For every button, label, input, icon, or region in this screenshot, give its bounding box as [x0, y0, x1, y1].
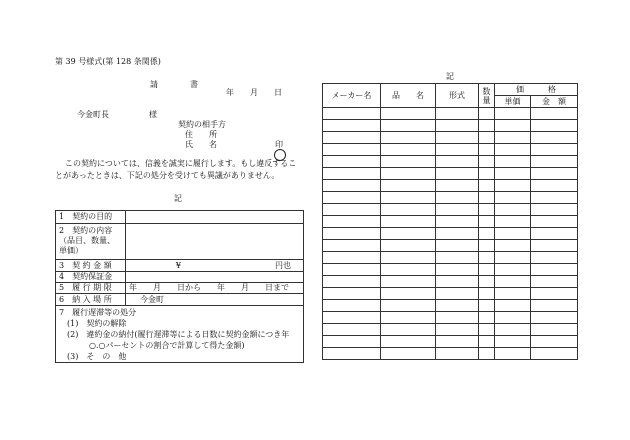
- table-row: [323, 348, 578, 360]
- document-title: 請 書: [150, 80, 200, 89]
- table-cell: [436, 144, 479, 156]
- table-cell: [323, 192, 381, 204]
- table-cell: [323, 228, 381, 240]
- table-cell: [323, 156, 381, 168]
- row-amount-value: [126, 260, 304, 272]
- table-cell: [495, 312, 531, 324]
- table-cell: [495, 264, 531, 276]
- table-cell: [495, 216, 531, 228]
- row-location-label: 6 納 入 場 所: [56, 294, 126, 306]
- table-cell: [495, 132, 531, 144]
- ki-left: 記: [174, 194, 182, 203]
- table-cell: [436, 108, 479, 120]
- table-cell: [436, 324, 479, 336]
- table-cell: [381, 228, 436, 240]
- table-cell: [479, 204, 495, 216]
- table-cell: [436, 204, 479, 216]
- table-cell: [436, 240, 479, 252]
- table-cell: [381, 312, 436, 324]
- col-maker-header: メーカー名: [323, 84, 381, 108]
- table-cell: [479, 108, 495, 120]
- table-row: [323, 168, 578, 180]
- table-cell: [436, 264, 479, 276]
- counterparty-label: 契約の相手方: [178, 120, 226, 129]
- table-cell: [323, 216, 381, 228]
- row-content-label: 2 契約の内容（品目、数量、単価）: [56, 224, 126, 260]
- table-cell: [381, 132, 436, 144]
- table-cell: [479, 120, 495, 132]
- table-cell: [479, 144, 495, 156]
- penalty-title: 7 履行遅滞等の処分: [59, 308, 137, 317]
- table-cell: [495, 252, 531, 264]
- table-cell: [495, 300, 531, 312]
- table-cell: [479, 312, 495, 324]
- table-cell: [479, 288, 495, 300]
- yen-suffix: 円也: [275, 260, 291, 270]
- table-cell: [381, 192, 436, 204]
- table-cell: [323, 348, 381, 360]
- table-cell: [436, 156, 479, 168]
- table-cell: [381, 324, 436, 336]
- table-cell: [531, 192, 578, 204]
- form-number: 第 39 号様式(第 128 条関係): [55, 57, 161, 66]
- col-unit-header: 単価: [495, 96, 531, 108]
- table-cell: [381, 252, 436, 264]
- row-deposit-value: [126, 272, 304, 283]
- penalty-item-2-cont: ○.○パーセントの割合で計算して得た金額): [89, 341, 245, 350]
- table-cell: [479, 168, 495, 180]
- table-cell: [495, 336, 531, 348]
- row-amount-label: 3 契 約 金 額: [56, 260, 126, 272]
- table-cell: [495, 108, 531, 120]
- table-cell: [479, 132, 495, 144]
- table-cell: [479, 300, 495, 312]
- col-name-header: 品 名: [381, 84, 436, 108]
- table-row: [323, 216, 578, 228]
- table-cell: [531, 132, 578, 144]
- table-cell: [531, 264, 578, 276]
- table-cell: [531, 180, 578, 192]
- table-cell: [436, 336, 479, 348]
- table-cell: [495, 156, 531, 168]
- table-cell: [479, 252, 495, 264]
- table-cell: [531, 228, 578, 240]
- penalty-item-2: (2) 違約金の納付(履行遅滞等による日数に契約金額につき年: [67, 330, 290, 339]
- table-cell: [381, 348, 436, 360]
- table-row: [323, 300, 578, 312]
- table-cell: [531, 216, 578, 228]
- table-cell: [381, 276, 436, 288]
- table-cell: [479, 348, 495, 360]
- table-cell: [436, 180, 479, 192]
- yen-sign: ¥: [175, 260, 181, 270]
- table-cell: [381, 288, 436, 300]
- table-cell: [323, 252, 381, 264]
- table-row: [323, 324, 578, 336]
- col-form-header: 形式: [436, 84, 479, 108]
- table-cell: [436, 348, 479, 360]
- table-cell: [381, 204, 436, 216]
- table-cell: [381, 156, 436, 168]
- table-cell: [323, 144, 381, 156]
- table-cell: [381, 168, 436, 180]
- table-cell: [531, 348, 578, 360]
- table-cell: [323, 324, 381, 336]
- table-cell: [323, 300, 381, 312]
- date-line: 年 月 日: [226, 88, 282, 97]
- table-cell: [531, 336, 578, 348]
- row-deadline-label: 5 履 行 期 限: [56, 283, 126, 294]
- row-content-value: [126, 224, 304, 260]
- table-cell: [479, 228, 495, 240]
- table-row: [323, 132, 578, 144]
- table-cell: [531, 276, 578, 288]
- table-cell: [323, 276, 381, 288]
- table-row: [323, 108, 578, 120]
- table-row: [323, 144, 578, 156]
- table-cell: [495, 120, 531, 132]
- table-cell: [381, 180, 436, 192]
- table-cell: [531, 300, 578, 312]
- table-cell: [495, 168, 531, 180]
- table-cell: [479, 180, 495, 192]
- row-deadline-value: 年 月 日から 年 月 日まで: [126, 283, 304, 294]
- col-price-header: 価 格: [495, 84, 578, 96]
- row-location-value: 今金町: [126, 294, 304, 306]
- table-cell: [381, 240, 436, 252]
- table-cell: [479, 336, 495, 348]
- table-row: [323, 312, 578, 324]
- table-cell: [531, 168, 578, 180]
- table-row: [323, 240, 578, 252]
- penalty-item-3: (3) そ の 他: [67, 352, 127, 361]
- table-cell: [531, 252, 578, 264]
- table-cell: [479, 264, 495, 276]
- table-cell: [381, 120, 436, 132]
- table-row: [323, 228, 578, 240]
- table-row: [323, 120, 578, 132]
- table-cell: [495, 144, 531, 156]
- table-cell: [531, 144, 578, 156]
- table-row: [323, 192, 578, 204]
- table-cell: [436, 288, 479, 300]
- table-cell: [479, 324, 495, 336]
- addressee: 今金町長 様: [77, 110, 157, 119]
- table-cell: [495, 276, 531, 288]
- ki-right: 記: [446, 72, 454, 81]
- table-row: [323, 156, 578, 168]
- table-cell: [436, 300, 479, 312]
- table-cell: [436, 132, 479, 144]
- table-cell: [495, 180, 531, 192]
- table-cell: [323, 180, 381, 192]
- table-cell: [323, 108, 381, 120]
- table-cell: [436, 192, 479, 204]
- table-cell: [495, 288, 531, 300]
- body-text: この契約については、信義を誠実に履行します。もし違反することがあったときは、下記の処分を受けても異議がありません。: [55, 159, 297, 180]
- table-cell: [531, 108, 578, 120]
- table-cell: [479, 192, 495, 204]
- table-cell: [323, 120, 381, 132]
- items-table-body: [323, 108, 578, 360]
- table-cell: [323, 168, 381, 180]
- table-cell: [495, 240, 531, 252]
- seal-label: 印: [275, 140, 283, 149]
- table-cell: [495, 324, 531, 336]
- table-cell: [381, 264, 436, 276]
- table-row: [323, 252, 578, 264]
- table-cell: [495, 204, 531, 216]
- table-cell: [479, 276, 495, 288]
- table-cell: [323, 240, 381, 252]
- row-penalty-cell: [56, 306, 304, 363]
- table-cell: [436, 216, 479, 228]
- table-cell: [381, 216, 436, 228]
- table-cell: [436, 228, 479, 240]
- contract-details-table: [55, 210, 304, 363]
- row-deposit-label: 4 契約保証金: [56, 272, 126, 283]
- table-row: [323, 204, 578, 216]
- table-cell: [531, 156, 578, 168]
- table-cell: [531, 240, 578, 252]
- table-cell: [323, 336, 381, 348]
- table-cell: [531, 204, 578, 216]
- table-row: [323, 288, 578, 300]
- address-label: 住 所: [185, 130, 217, 139]
- table-cell: [381, 108, 436, 120]
- table-cell: [495, 348, 531, 360]
- table-cell: [479, 216, 495, 228]
- table-cell: [381, 144, 436, 156]
- penalty-item-1: (1) 契約の解除: [67, 319, 127, 328]
- table-row: [323, 336, 578, 348]
- table-cell: [531, 288, 578, 300]
- table-row: [323, 180, 578, 192]
- table-row: [323, 264, 578, 276]
- table-cell: [531, 324, 578, 336]
- table-cell: [436, 168, 479, 180]
- table-cell: [323, 288, 381, 300]
- items-table: [322, 83, 578, 360]
- table-cell: [531, 120, 578, 132]
- row-purpose-label: 1 契約の目的: [56, 211, 126, 224]
- table-cell: [495, 228, 531, 240]
- table-cell: [436, 276, 479, 288]
- table-row: [323, 276, 578, 288]
- col-qty-header: 数量: [479, 84, 495, 108]
- table-cell: [323, 264, 381, 276]
- col-amount-header: 金 額: [531, 96, 578, 108]
- table-cell: [479, 156, 495, 168]
- table-cell: [381, 336, 436, 348]
- table-cell: [531, 312, 578, 324]
- row-purpose-value: [126, 211, 304, 224]
- table-cell: [323, 132, 381, 144]
- table-cell: [495, 192, 531, 204]
- table-cell: [436, 252, 479, 264]
- table-cell: [479, 240, 495, 252]
- table-cell: [436, 120, 479, 132]
- name-label: 氏 名: [185, 140, 217, 149]
- table-cell: [436, 312, 479, 324]
- table-cell: [381, 300, 436, 312]
- table-cell: [323, 312, 381, 324]
- table-cell: [323, 204, 381, 216]
